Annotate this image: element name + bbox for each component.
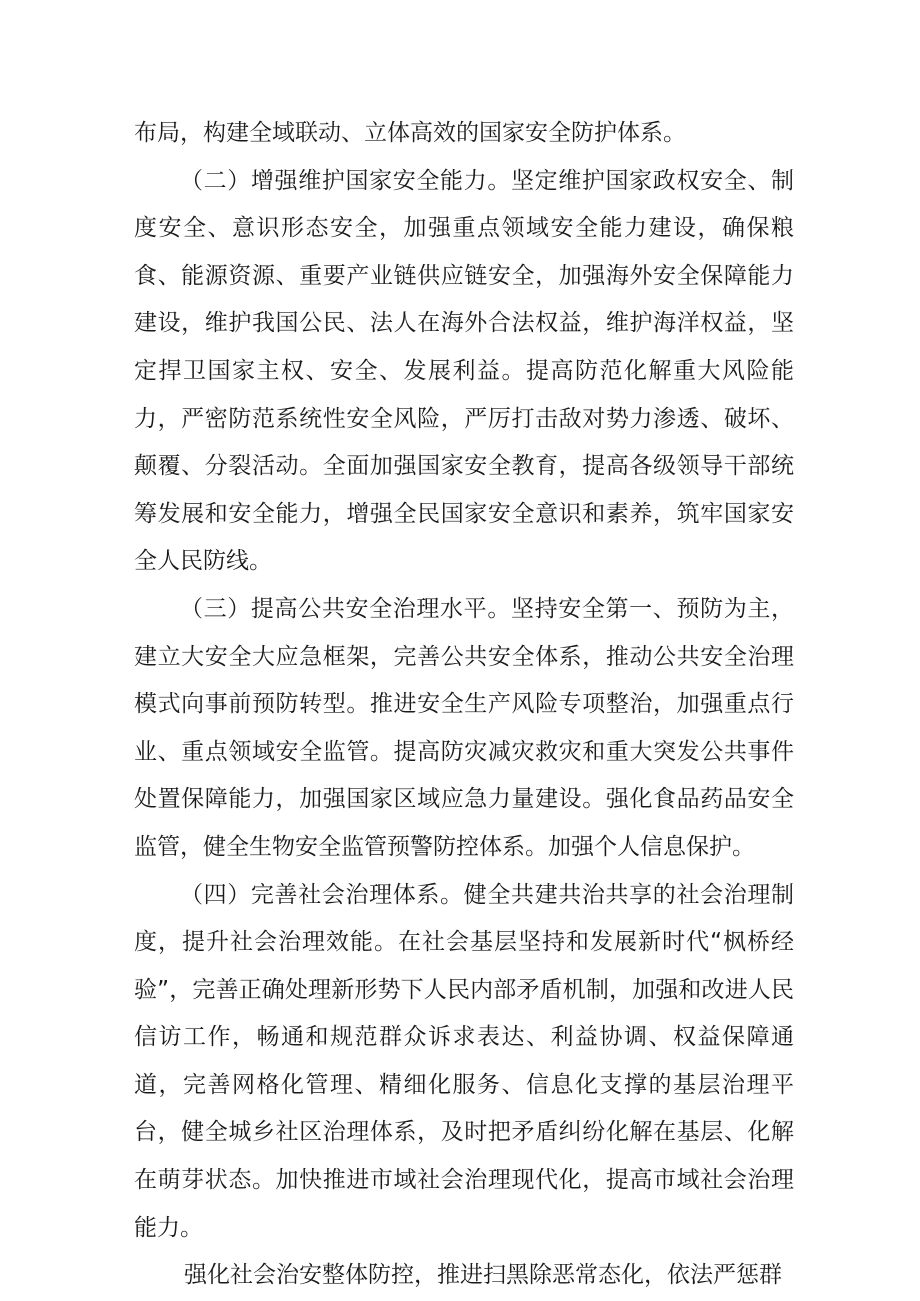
document-body: [134, 110, 794, 1300]
paragraph-national-security-capability: （二）增强维护国家安全能力。坚定维护国家政权安全、制度安全、意识形态安全，加强重点领域安全能力建设，确保粮食、能源资源、重要产业链供应链安全，加强海外安全保障能力建设，维护我国公民、法人在海外合法权益，维护海洋权益，坚定捍卫国家主权、安全、发展利益。提高防范化解重大风险能力，严密防范系统性安全风险，严厉打击敌对势力渗透、破坏、颠覆、分裂活动。全面加强国家安全教育，提高各级领导干部统筹发展和安全能力，增强全民国家安全意识和素养，筑牢国家安全人民防线。: [134, 167, 794, 575]
paragraph-public-security-control: 强化社会治安整体防控，推进扫黑除恶常态化，依法严惩群: [184, 1262, 782, 1289]
paragraph-social-governance-system: （四）完善社会治理体系。健全共建共治共享的社会治理制度，提升社会治理效能。在社会基层坚持和发展新时代“枫桥经验”，完善正确处理新形势下人民内部矛盾机制，加强和改进人民信访工作，畅通和规范群众诉求表达、利益协调、权益保障通道，完善网格化管理、精细化服务、信息化支撑的基层治理平台，健全城乡社区治理体系，及时把矛盾纠纷化解在基层、化解在萌芽状态。加快推进市域社会治理现代化，提高市域社会治理能力。: [134, 881, 794, 1241]
paragraph-continuation: 布局，构建全域联动、立体高效的国家安全防护体系。: [134, 120, 686, 146]
paragraph-public-safety-governance: （三）提高公共安全治理水平。坚持安全第一、预防为主，建立大安全大应急框架，完善公共安全体系，推动公共安全治理模式向事前预防转型。推进安全生产风险专项整治，加强重点行业、重点领域安全监管。提高防灾减灾救灾和重大突发公共事件处置保障能力，加强国家区域应急力量建设。强化食品药品安全监管，健全生物安全监管预警防控体系。加强个人信息保护。: [134, 595, 794, 860]
